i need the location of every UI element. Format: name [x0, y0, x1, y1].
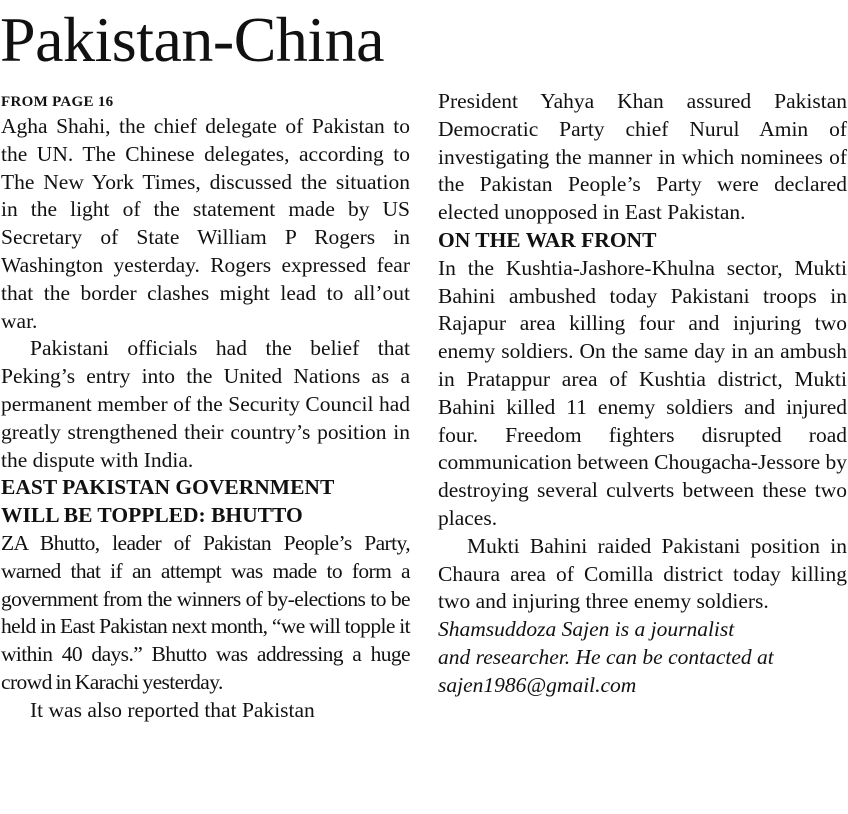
author-email[interactable]: sajen1986@gmail.com [438, 672, 637, 697]
headline: Pakistan-China [0, 4, 385, 75]
subheading [1, 474, 410, 530]
paragraph: It was also reported that Pakistan [30, 697, 315, 722]
paragraph: Agha Shahi, the chief delegate of Pakistan to the UN. The Chinese delegates, according to The New York Times, discussed the situation in the light of the statement made by US Secretary of State William P Rogers in Washington yesterday. Rogers expressed fear that the border clashes might lead to all’out war. [1, 114, 410, 333]
byline-line: and researcher. He can be contacted at [438, 644, 774, 669]
subheading-line: EAST PAKISTAN GOVERNMENT [1, 475, 335, 500]
subheading-line: ON THE WAR FRONT [438, 227, 657, 252]
left-column [1, 88, 410, 725]
paragraph: ZA Bhutto, leader of Pakistan People’s Party, warned that if an attempt was made to form a government from the winners of by-elections to be held in East Pakistan next month, “we will topple it within 40 days.” Bhutto was addressing a huge crowd in Karachi yesterday. [1, 530, 410, 694]
paragraph: President Yahya Khan assured Pakistan Democratic Party chief Nurul Amin of investigating the manner in which nominees of the Pakistan People’s Party were declared elected unopposed in East Pakistan. [438, 89, 847, 225]
subheading [438, 227, 847, 255]
paragraph: Mukti Bahini raided Pakistani position in Chaura area of Comilla district today killing two and injuring three enemy soldiers. [438, 533, 847, 614]
subheading-line: WILL BE TOPPLED: BHUTTO [1, 503, 303, 528]
byline-line: Shamsuddoza Sajen is a journalist [438, 617, 735, 642]
continued-from-label: FROM PAGE 16 [1, 94, 114, 110]
author-byline [438, 616, 847, 699]
paragraph: In the Kushtia-Jashore-Khulna sector, Mukti Bahini ambushed today Pakistani troops in Rajapur area killing four and injuring two enemy soldiers. On the same day in an ambush in Pratappur area of Kushtia district, Mukti Bahini killed 11 enemy soldiers and injured four. Freedom fighters disrupted road communication between Chougacha-Jessore by destroying several culverts between these two places. [438, 255, 847, 530]
right-column [438, 88, 847, 700]
paragraph: Pakistani officials had the belief that Peking’s entry into the United Nations as a permanent member of the Security Council had greatly strengthened their country’s position in the dispute with India. [1, 336, 410, 472]
